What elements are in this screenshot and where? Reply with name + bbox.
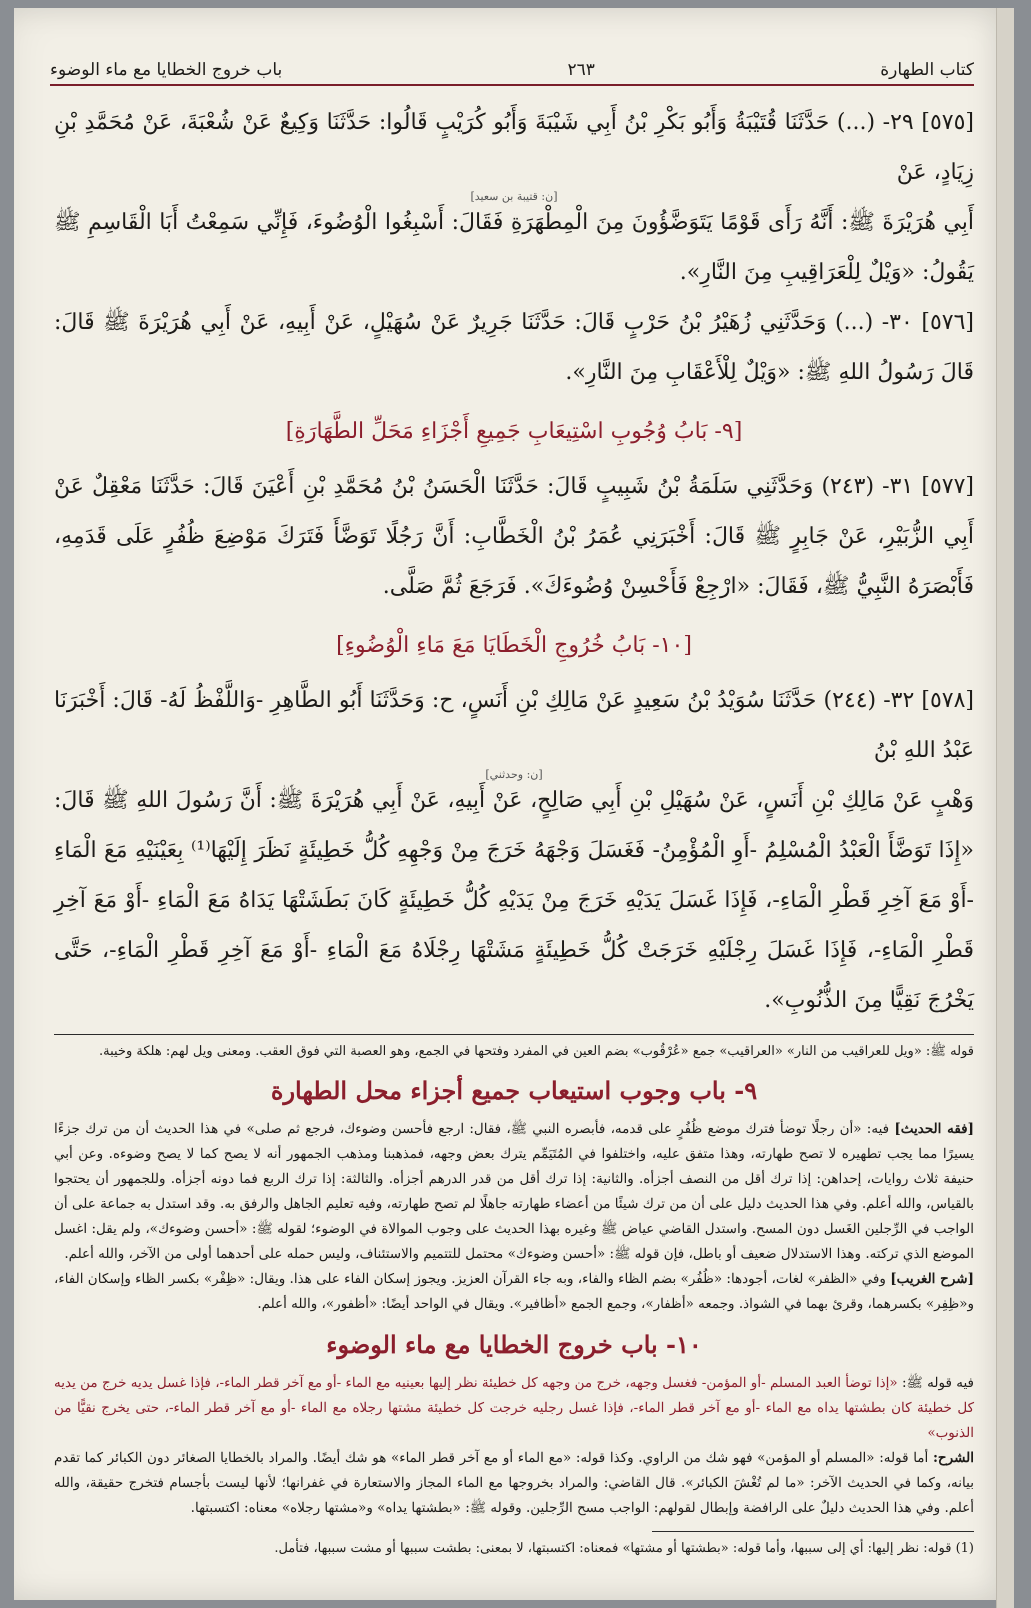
narrator-ref: [ن: وحدثني] <box>485 768 543 781</box>
narrator-ref: [ن: قتيبة بن سعيد] <box>470 190 558 203</box>
hadith-576 <box>54 298 974 398</box>
sharh-text: أما قوله: «المسلم أو المؤمن» فهو شك من الراوي. وكذا قوله: «مع الماء أو مع آخر قطر الماء» هو شك أيضًا. والمراد بالخطايا الصغائر دون الكبائر كما تقدم بيانه، وكما في الحديث الآخر: «ما لم تُغْشَ الكبائر». قال القاضي: والمراد بخروجها مع الماء المجاز والاستعارة في غفرانها؛ لأنها ليست بأجسام فتخرج حقيقة، والله أعلم. وفي هذا الحديث دليلٌ على الرافضة وإبطال لقولهم: الواجب مسح الرِّجلين. وقوله ﷺ: «بطشتها يداه» و«مشتها رجلاه» معناه: اكتسبتها. <box>54 1450 974 1516</box>
hadith-text: وَحَدَّثَنِي سَلَمَةُ بْنُ شَبِيبٍ قَالَ: حَدَّثَنَا الْحَسَنُ بْنُ مُحَمَّدِ بْنِ أَعْيَنَ قَالَ: حَدَّثَنَا مَعْقِلٌ عَنْ أَبِي الزُّبَيْرِ، عَنْ جَابِرٍ ﷺ قَالَ: أَخْبَرَنِي عُمَرُ بْنُ الْخَطَّابِ: أَنَّ رَجُلًا تَوَضَّأَ فَتَرَكَ مَوْضِعَ ظُفُرٍ عَلَى قَدَمِهِ، فَأَبْصَرَهُ النَّبِيُّ ﷺ، فَقَالَ: «ارْجِعْ فَأَحْسِنْ وُضُوءَكَ». فَرَجَعَ ثُمَّ صَلَّى. <box>54 474 974 599</box>
chapter-heading-9: [٩- بَابُ وُجُوبِ اسْتِيعَابِ جَمِيعِ أَجْزَاءِ مَحَلِّ الطَّهَارَةِ] <box>285 419 743 444</box>
hadith-number: [٥٧٨] ٣٢- (٢٤٤) <box>823 688 975 713</box>
gharib-label: [شرح الغريب] <box>890 1271 974 1287</box>
quoted-hadith: «إذا توضأ العبد المسلم -أو المؤمن- فغسل وجهه، خرج من وجهه كل خطيئة نظر إليها بعينيه مع الماء -أو مع آخر قطر الماء-، فإذا غسل يديه خرج من يديه كل خطيئة كان بطشتها يداه مع الماء -أو مع آخر قطر الماء-، فإذا غسل رجليه خرجت كل خطيئة مشتها رجلاه مع الماء -أو مع آخر قطر الماء-، حتى يخرج نقيًّا من الذنوب» <box>54 1375 974 1441</box>
commentary-fiqh <box>54 1117 974 1267</box>
hadith-number: [٥٧٧] ٣١- (٢٤٣) <box>821 474 974 499</box>
commentary-10-quote <box>54 1371 974 1446</box>
gharib-text: وفي «الظفر» لغات، أجودها: «ظُفُر» بضم الظاء والفاء، وبه جاء القرآن العزيز. ويجوز إسكان الفاء على هذا. ويقال: «ظِفْر» بكسر الظاء وإسكان الفاء، و«ظِفِر» بكسرهما، وقرئ بهما في الشواذ. وجمعه «أظفار»، وجمع الجمع «أظافير». ويقال في الواحد أيضًا: «أظفور»، والله أعلم. <box>53 1271 974 1312</box>
hadith-text: وَهْبٍ عَنْ مَالِكِ بْنِ أَنَسٍ، عَنْ سُهَيْلِ بْنِ أَبِي صَالِحٍ، عَنْ أَبِيهِ، عَنْ أَبِي هُرَيْرَةَ ﷺ: أَنَّ رَسُولَ اللهِ ﷺ قَالَ: «إِذَا تَوَضَّأَ الْعَبْدُ الْمُسْلِمُ -أَوِ الْمُؤْمِنُ- فَغَسَلَ وَجْهَهُ خَرَجَ مِنْ وَجْهِهِ كُلُّ خَطِيئَةٍ نَظَرَ إِلَيْهَا⁽¹⁾ بِعَيْنَيْهِ مَعَ الْمَاءِ -أَوْ مَعَ آخِرِ قَطْرِ الْمَاءِ-، فَإِذَا غَسَلَ يَدَيْهِ خَرَجَ مِنْ يَدَيْهِ كُلُّ خَطِيئَةٍ كَانَ بَطَشَتْهَا يَدَاهُ مَعَ الْمَاءِ -أَوْ مَعَ آخِرِ قَطْرِ الْمَاءِ-، فَإِذَا غَسَلَ رِجْلَيْهِ خَرَجَتْ كُلُّ خَطِيئَةٍ مَشَتْهَا رِجْلَاهُ مَعَ الْمَاءِ -أَوْ مَعَ آخِرِ قَطْرِ الْمَاءِ-، حَتَّى يَخْرُجَ نَقِيًّا مِنَ الذُّنُوبِ». <box>54 788 975 1013</box>
footnote-divider <box>652 1531 974 1532</box>
commentary-heading-9: ٩- باب وجوب استيعاب جميع أجزاء محل الطهارة <box>270 1076 758 1105</box>
running-header <box>50 50 974 86</box>
hadith-text: حَدَّثَنَا سُوَيْدُ بْنُ سَعِيدٍ عَنْ مَالِكِ بْنِ أَنَسٍ، ح: وَحَدَّثَنَا أَبُو الطَّاهِرِ -وَاللَّفْظُ لَهُ- قَالَ: أَخْبَرَنَا عَبْدُ اللهِ بْنُ <box>54 688 974 763</box>
book-page <box>14 8 1014 1600</box>
hadith-text: وَحَدَّثَنِي زُهَيْرُ بْنُ حَرْبٍ قَالَ: حَدَّثَنَا جَرِيرٌ عَنْ سُهَيْلٍ، عَنْ أَبِيهِ، عَنْ أَبِي هُرَيْرَةَ ﷺ قَالَ: قَالَ رَسُولُ اللهِ ﷺ: «وَيْلٌ لِلْأَعْقَابِ مِنَ النَّارِ». <box>54 310 974 385</box>
main-content <box>54 98 974 1560</box>
hadith-575 <box>54 98 974 298</box>
footnote-1: (1) قوله: نظر إليها: أي إلى سببها، وأما قوله: «بطشتها أو مشتها» فمعناه: اكتسبتها، لا بمعنى: بطشت سببها أو مشت سببها، فتأمل. <box>274 1541 974 1556</box>
hadith-text: حَدَّثَنَا قُتَيْبَةُ وَأَبُو بَكْرِ بْنُ أَبِي شَيْبَةَ وَأَبُو كُرَيْبٍ قَالُوا: حَدَّثَنَا وَكِيعٌ عَنْ شُعْبَةَ، عَنْ مُحَمَّدِ بْنِ زِيَادٍ، عَنْ <box>54 110 974 185</box>
chapter-heading-10: [١٠- بَابُ خُرُوجِ الْخَطَايَا مَعَ مَاءِ الْوُضُوءِ] <box>336 633 692 658</box>
hadith-number: [٥٧٦] ٣٠- (...) <box>835 310 975 335</box>
intro: فيه قوله ﷺ: <box>901 1375 974 1391</box>
hadith-number: [٥٧٥] ٢٩- (...) <box>836 110 974 135</box>
note-araqib: قوله ﷺ: «ويل للعراقيب من النار» «العراقيب» جمع «عُرْقُوب» بضم العين في المفرد وفتحها في الجمع، وهو العصبة التي فوق العقب. ومعنى ويل لهم: هلكة وخيبة. <box>98 1044 974 1059</box>
fiqh-label: [فقه الحديث] <box>894 1121 974 1137</box>
sharh-label: الشرح: <box>932 1450 975 1466</box>
hadith-text: أَبِي هُرَيْرَةَ ﷺ: أَنَّهُ رَأَى قَوْمًا يَتَوَضَّؤُونَ مِنَ الْمِطْهَرَةِ فَقَالَ: أَسْبِغُوا الْوُضُوءَ، فَإِنِّي سَمِعْتُ أَبَا الْقَاسِمِ ﷺ يَقُولُ: «وَيْلٌ لِلْعَرَاقِيبِ مِنَ النَّارِ». <box>54 210 974 285</box>
hadith-577 <box>54 462 974 612</box>
commentary-10-sharh <box>54 1446 974 1521</box>
commentary-heading-10: ١٠- باب خروج الخطايا مع ماء الوضوء <box>326 1330 702 1359</box>
book-title: كتاب الطهارة <box>880 60 974 80</box>
chapter-title: باب خروج الخطايا مع ماء الوضوء <box>50 60 283 80</box>
page-edge <box>996 8 1014 1608</box>
page-number: ٢٦٣ <box>567 60 595 80</box>
hadith-578 <box>54 676 974 1026</box>
divider <box>54 1034 974 1035</box>
fiqh-text: فيه: «أن رجلًا توضأ فترك موضع ظُفُرٍ على قدمه، فأبصره النبي ﷺ، فقال: ارجع فأحسن وضوءك، فرجع ثم صلى» في هذا الحديث أن من ترك جزءًا يسيرًا مما يجب تطهيره لا تصح طهارته، وهذا متفق عليه، واختلفوا في المُتَيَمِّم يترك بعض وجهه، فمذهبنا ومذهب الجمهور أنه لا يصح كما لا يصح وضوءه. وعن أبي حنيفة ثلاث روايات، إحداهن: إذا ترك أقل من النصف أجزأه. والثانية: إذا ترك أقل من قدر الدرهم أجزأه. والثالثة: إذا ترك الربع فما دونه أجزأه. وللجمهور أن يحتجوا بالقياس، والله أعلم. وفي هذا الحديث دليل على أن من ترك شيئًا من أعضاء طهارته جاهلًا لم تصح طهارته، وفيه تعليم الجاهل والرفق به. وقد استدل به جماعة على أن الواجب في الرِّجلين الغَسل دون المسح. واستدل القاضي عياض ﷺ وغيره بهذا الحديث على وجوب الموالاة في الوضوء؛ لقوله ﷺ: «أحسن وضوءك»، ولم يقل: اغسل الموضع الذي تركته. وهذا الاستدلال ضعيف أو باطل، فإن قوله ﷺ: «أحسن وضوءك» محتمل للتتميم والاستئناف، وليس حمله على أحدهما أولى من الآخر، والله أعلم. <box>54 1121 974 1262</box>
commentary-gharib <box>54 1267 974 1317</box>
